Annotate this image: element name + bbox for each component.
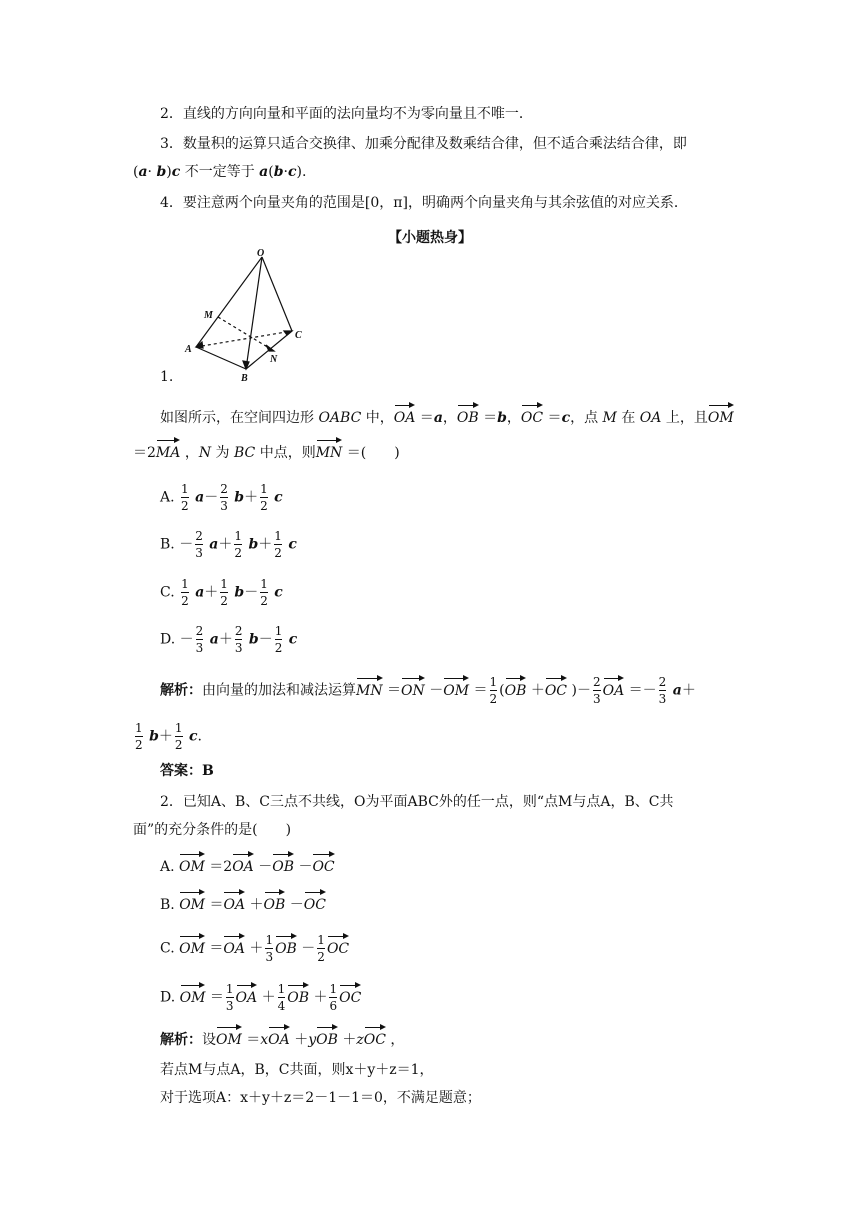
note-3-line2: (a· b)c 不一定等于 a(b·c).	[133, 164, 307, 180]
q1-analysis-line2: $\frac{1}{2}$ b＋ $\frac{1}{2}$ c.	[135, 721, 202, 752]
q1-option-b: B. － $\frac{2}{3}$ a＋ $\frac{1}{2}$ b＋ $\frac{1}{2}$ c	[160, 529, 297, 560]
label-M: M	[204, 310, 213, 321]
label-O: O	[257, 248, 265, 259]
label-N: N	[270, 354, 278, 365]
q2-option-c: C. OM ＝OA ＋ $\frac{1}{3}$ OB － $\frac{1}{2}$ OC	[160, 933, 350, 964]
note-2: 2．直线的方向向量和平面的法向量均不为零向量且不唯一．	[160, 106, 533, 122]
note-3-line1: 3．数量积的运算只适合交换律、加乘分配律及数乘结合律，但不适合乘法结合律，即	[160, 136, 687, 152]
q2-option-d: D. OM ＝ $\frac{1}{3}$ OA ＋ $\frac{1}{4}$ OB ＋ $\frac{1}{6}$ OC	[160, 982, 362, 1013]
label-A: A	[185, 344, 192, 355]
q2-analysis-line2: 若点M与点A，B，C共面，则x＋y＋z＝1，	[160, 1062, 434, 1078]
section-title: 【小题热身】	[388, 230, 472, 246]
q1-option-a: A. $\frac{1}{2}$ a－ $\frac{2}{3}$ b＋ $\frac{1}{2}$ c	[160, 482, 283, 513]
q2-option-a: A. OM ＝2OA －OB －OC	[160, 859, 335, 875]
q1-stem-line2: ＝2MA ，N 为 BC 中点，则MN ＝( )	[133, 445, 400, 461]
note-4: 4．要注意两个向量夹角的范围是[0，π]，明确两个向量夹角与其余弦值的对应关系．	[160, 195, 688, 211]
q1-option-d: D. － $\frac{2}{3}$ a＋ $\frac{2}{3}$ b－ $\frac{1}{2}$ c	[160, 624, 298, 655]
tetrahedron-figure	[170, 245, 310, 385]
q2-analysis-line3: 对于选项A：x＋y＋z＝2－1－1＝0，不满足题意；	[160, 1090, 481, 1106]
q1-analysis-line1: 解析：由向量的加法和减法运算MN ＝ON －OM ＝ $\frac{1}{2}$ (OB ＋OC )－ $\frac{2}{3}$ OA ＝－ $\frac{2}{3}$ a＋	[160, 675, 696, 706]
label-B: B	[241, 373, 248, 384]
q1-stem-line1: 如图所示，在空间四边形 OABC 中，OA ＝a，OB ＝b，OC ＝c，点 M 在 OA 上，且OM	[160, 410, 734, 426]
q2-stem-line1: 2．已知A、B、C三点不共线，O为平面ABC外的任一点，则“点M与点A，B、C共	[160, 794, 674, 810]
label-C: C	[295, 330, 302, 341]
q2-stem-line2: 面”的充分条件的是( )	[133, 822, 292, 838]
q1-option-c: C. $\frac{1}{2}$ a＋ $\frac{1}{2}$ b－ $\frac{1}{2}$ c	[160, 577, 283, 608]
q2-option-b: B. OM ＝OA ＋OB －OC	[160, 897, 326, 913]
q2-analysis-line1: 解析：设OM ＝xOA ＋yOB ＋zOC ，	[160, 1032, 405, 1048]
q1-number: 1.	[160, 369, 174, 385]
q1-answer: 答案：B	[160, 763, 214, 779]
